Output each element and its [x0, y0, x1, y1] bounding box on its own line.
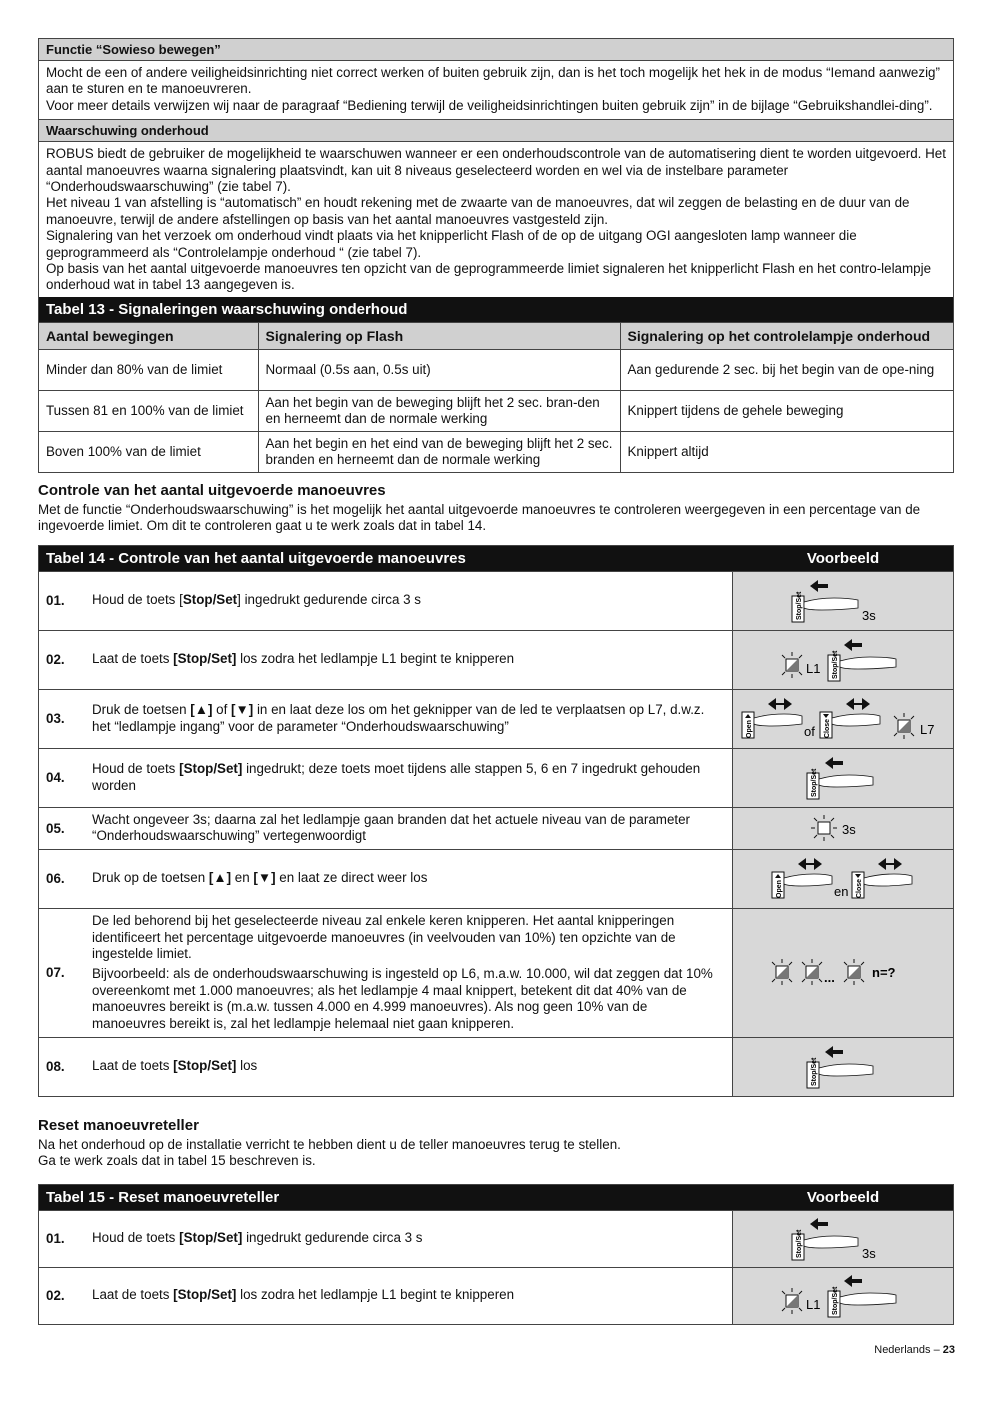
paragraph: Met de functie “Onderhoudswaarschuwing” is het mogelijk het aantal uitgevoerde manoeuvres te controleren weergegeven in een percentage van de ingevoerde limiet. Om dit te controleren gaat u te werk zoals dat in tabel 14.	[38, 501, 921, 534]
table-cell: Knippert altijd	[620, 431, 953, 472]
step-number: 01.	[46, 1231, 65, 1246]
table14-title: Tabel 14 - Controle van het aantal uitgevoerde manoeuvres	[46, 549, 466, 567]
stopset-label: Stop/Set	[811, 1057, 818, 1086]
table-cell: Aan het begin en het eind van de beweging blijft het 2 sec. branden en herneemt dan de normale werking	[258, 431, 620, 472]
or-label: of	[804, 723, 815, 739]
release-stopset-icon	[803, 1042, 883, 1092]
step-text	[92, 870, 724, 886]
key-label: [▲]	[208, 870, 232, 886]
table13	[39, 322, 953, 472]
table15-title: Tabel 15 - Reset manoeuvreteller	[46, 1188, 280, 1206]
table-cell: Boven 100% van de limiet	[39, 431, 258, 472]
step-number: 07.	[46, 965, 65, 981]
table13-title: Tabel 13 - Signaleringen waarschuwing onderhoud	[39, 297, 953, 322]
ellipsis: ...	[824, 969, 835, 985]
blinking-led-icon	[772, 959, 792, 985]
stopset-label: Stop/Set	[832, 1286, 839, 1315]
example-illustration	[732, 909, 953, 1037]
table-cell: Aan het begin van de beweging blijft het 2 sec. bran-den en herneemt dan de normale werking	[258, 390, 620, 431]
example-illustration	[732, 749, 953, 807]
stopset-label: Stop/Set	[796, 1229, 803, 1258]
example-illustration	[732, 1211, 953, 1267]
text-part: en laat ze direct weer los	[275, 870, 428, 886]
text-part: Druk de toetsen	[92, 702, 191, 718]
led-label: L1	[806, 660, 821, 676]
page-footer	[874, 1344, 955, 1356]
step-number: 02.	[46, 652, 65, 668]
step-text: De led behorend bij het geselecteerde niveau zal enkele keren knipperen. Het aantal knipperingen identificeert het percentage uitgevoerde manoeuvres (in veelvouden van 10%) ten opzichte van de ingestelde limiet.	[92, 913, 676, 962]
step-number: 06.	[46, 871, 65, 887]
section-controle	[38, 482, 954, 535]
section-heading: Controle van het aantal uitgevoerde manoeuvres	[38, 481, 386, 499]
text-part: los	[236, 1058, 258, 1074]
key-label: [Stop/Set]	[179, 1230, 243, 1246]
press-open-close-icon	[738, 694, 948, 744]
text-part: Laat de toets	[92, 651, 174, 667]
text-part: en	[231, 870, 254, 886]
table15	[38, 1184, 954, 1325]
text-part: Houd de toets	[92, 1230, 180, 1246]
example-illustration	[732, 1268, 953, 1324]
paragraph: Mocht de een of andere veiligheidsinrichting niet correct werken of buiten gebruik zijn, dan is het toch mogelijk het hek in de modus “Iemand aanwezig” aan te sturen en te manoeuvreren.	[46, 65, 940, 97]
key-label: [▲]	[190, 702, 213, 718]
text-part: los zodra het ledlampje L1 begint te knipperen	[236, 651, 515, 667]
step-row	[39, 807, 953, 849]
close-label: Close	[856, 878, 863, 898]
step-row	[39, 1037, 953, 1096]
press-stopset-icon	[803, 753, 883, 803]
column-header: Aantal bewegingen	[39, 322, 258, 349]
example-header: Voorbeeld	[806, 549, 880, 567]
key-label: [Stop/Set]	[173, 1287, 237, 1303]
text-part: Druk op de toetsen	[92, 870, 209, 886]
step-text: Bijvoorbeeld: als de onderhoudswaarschuwing is ingesteld op L6, m.a.w. 10.000, wil dat zeggen dat 10% overeenkomt met 1.000 manoeuvres; als het ledlampje 4 maal knippert, betekent dit dat 40% van de manoeuvres bereikt is (m.a.w. tussen 4.000 en 4.999 manoeuvres). Als nog geen 10% van de manoeuvres bereikt is, zal het ledlampje helemaal niet gaan knipperen.	[92, 966, 713, 1031]
table-row	[39, 431, 953, 472]
key-label: [Stop/Set]	[179, 761, 243, 777]
page-number: 23	[942, 1344, 955, 1356]
press-open-and-close-icon	[768, 854, 918, 904]
step-number: 04.	[46, 770, 65, 786]
text-part: Houd de toets	[92, 761, 180, 777]
count-label: n=?	[872, 964, 896, 980]
key-label: [Stop/Set]	[173, 1058, 237, 1074]
blink-count-icon	[768, 956, 918, 990]
step-number: 05.	[46, 820, 65, 836]
table-cell: Aan gedurende 2 sec. bij het begin van de ope-ning	[620, 349, 953, 390]
box-title: Functie “Sowieso bewegen”	[39, 39, 953, 61]
text-part: Laat de toets	[92, 1058, 174, 1074]
table-cell: Minder dan 80% van de limiet	[39, 349, 258, 390]
step-row	[39, 571, 953, 630]
key-label: [Stop/Set]	[173, 651, 237, 667]
blinking-led-icon	[782, 1288, 802, 1314]
step-text	[92, 592, 724, 608]
table-cell: Normaal (0.5s aan, 0.5s uit)	[258, 349, 620, 390]
step-number: 08.	[46, 1059, 65, 1075]
paragraph: Voor meer details verwijzen wij naar de paragraaf “Bediening terwijl de veiligheidsinrichtingen buiten gebruik zijn” in de bijlage “Gebruikshandlei-ding”.	[46, 97, 933, 113]
table14	[38, 545, 954, 1097]
step-row	[39, 689, 953, 748]
paragraph: ROBUS biedt de gebruiker de mogelijkheid te waarschuwen wanneer er een onderhoudscontrole van de automatisering dient te worden uitgevoerd. Het aantal manoeuvres waarna signalering plaatsvindt, kan uit 8 niveaus geselecteerd worden en wel via de instelbare parameter “Onderhoudswaarschuwing” (zie tabel 7).	[46, 146, 946, 195]
step-number: 01.	[46, 593, 65, 609]
press-stopset-icon	[788, 1214, 898, 1264]
stopset-label: Stop/Set	[796, 591, 803, 620]
open-label: Open	[746, 719, 753, 738]
release-stopset-icon	[778, 635, 908, 685]
key-label: Stop/Set	[182, 592, 238, 608]
step-row	[39, 630, 953, 689]
text-part: ingedrukt; deze toets moet tijdens alle stappen 5, 6 en 7 ingedrukt gehouden worden	[92, 761, 701, 793]
blinking-led-icon	[782, 652, 802, 678]
section-heading: Reset manoeuvreteller	[38, 1116, 199, 1134]
release-stopset-icon	[778, 1271, 908, 1321]
table-cell: Knippert tijdens de gehele beweging	[620, 390, 953, 431]
step-row	[39, 1210, 953, 1267]
step-number: 02.	[46, 1288, 65, 1303]
duration-label: 3s	[862, 607, 876, 623]
paragraph: Ga te werk zoals dat in tabel 15 beschreven is.	[38, 1153, 316, 1169]
example-illustration	[732, 850, 953, 908]
example-illustration	[732, 808, 953, 849]
section-waarschuwing-onderhoud	[38, 120, 954, 473]
example-illustration	[732, 572, 953, 630]
table-row	[39, 390, 953, 431]
text-part: in en laat deze los om het geknipper van de led te verplaatsen op L7, d.w.z. het “ledlampje ingang” voor de parameter “Onderhoudswaarschuwing”	[92, 702, 705, 734]
blinking-led-icon	[844, 959, 864, 985]
column-header: Signalering op Flash	[258, 322, 620, 349]
text-part: Houd de toets [	[92, 592, 183, 608]
text-part: ] ingedrukt gedurende circa 3 s	[237, 592, 422, 608]
and-label: en	[834, 883, 849, 899]
step-row	[39, 748, 953, 807]
step-number: 03.	[46, 711, 65, 727]
step-text: Wacht ongeveer 3s; daarna zal het ledlampje gaan branden dat het actuele niveau van de parameter “Onderhoudswaarschuwing” vertegenwoordigt	[92, 811, 691, 844]
example-illustration	[732, 631, 953, 689]
text-part: Laat de toets	[92, 1287, 174, 1303]
step-text	[92, 1058, 724, 1074]
step-row	[39, 908, 953, 1037]
paragraph: Op basis van het aantal uitgevoerde manoeuvres ten opzicht van de geprogrammeerde limiet signaleren het knipperlicht Flash en het contro-lelampje onderhoud wat in tabel 13 aangegeven is.	[46, 261, 932, 293]
blinking-led-icon	[802, 959, 822, 985]
table-row	[39, 349, 953, 390]
duration-label: 3s	[842, 822, 856, 838]
text-part: of	[212, 702, 232, 718]
column-header: Signalering op het controlelampje onderhoud	[620, 322, 953, 349]
stopset-label: Stop/Set	[832, 650, 839, 679]
section-sowieso-bewegen	[38, 38, 954, 120]
example-illustration	[732, 1038, 953, 1096]
press-stopset-icon	[788, 576, 898, 626]
blinking-led-icon	[894, 713, 914, 739]
step-text	[92, 1230, 724, 1246]
step-text	[92, 761, 724, 794]
box-title: Waarschuwing onderhoud	[39, 120, 953, 142]
section-reset	[38, 1117, 954, 1170]
step-text	[92, 1287, 724, 1303]
open-label: Open	[776, 879, 783, 898]
paragraph: Signalering van het verzoek om onderhoud vindt plaats via het knipperlicht Flash of de op de uitgang OGI aangesloten lamp wanneer die geprogrammeerd als “Controlelampje onderhoud “ (zie tabel 7).	[46, 228, 857, 260]
led-label: L1	[806, 1296, 821, 1312]
table-cell: Tussen 81 en 100% van de limiet	[39, 390, 258, 431]
stopset-label: Stop/Set	[811, 768, 818, 797]
close-label: Close	[824, 718, 831, 738]
duration-label: 3s	[862, 1245, 876, 1261]
footer-language: Nederlands –	[874, 1344, 940, 1356]
step-row	[39, 849, 953, 908]
key-label: [▼]	[253, 870, 276, 886]
text-part: ingedrukt gedurende circa 3 s	[242, 1230, 423, 1246]
key-label: [▼]	[231, 702, 254, 718]
step-text	[92, 651, 724, 667]
text-part: los zodra het ledlampje L1 begint te knipperen	[236, 1287, 515, 1303]
example-illustration	[732, 690, 953, 748]
example-header: Voorbeeld	[806, 1188, 880, 1206]
paragraph: Na het onderhoud op de installatie verricht te hebben dient u de teller manoeuvres terug te stellen.	[38, 1136, 621, 1152]
step-row	[39, 1267, 953, 1324]
paragraph: Het niveau 1 van afstelling is “automatisch” en houdt rekening met de zwaarte van de manoeuvres, dat wil zeggen de belasting en de duur van de manoeuvre, terwijl de andere afstellingen op basis van het aantal manoeuvres vastgesteld zijn.	[46, 195, 910, 227]
step-text	[92, 702, 724, 735]
led-on-icon	[808, 813, 878, 843]
led-label: L7	[920, 721, 935, 737]
